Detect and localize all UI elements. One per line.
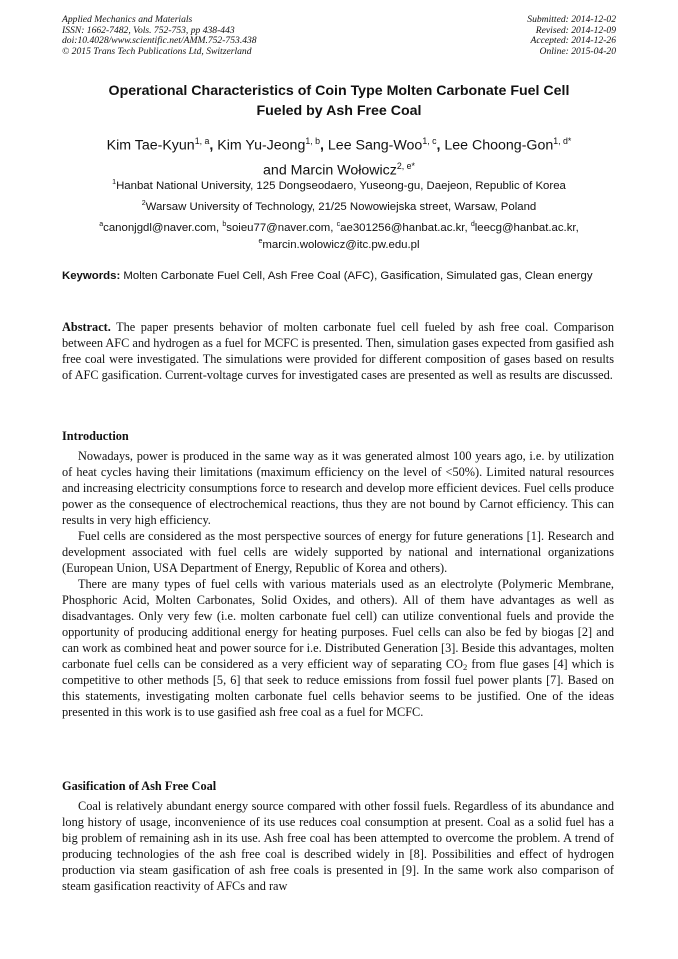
and-word: and	[263, 162, 287, 179]
intro-paragraph-1: Nowadays, power is produced in the same way as it was generated almost 100 years ago, i.e. by utilization of heat cycles having their limitations (maximum efficiency on the level of <50%). Limited natural resources and increasing electricity consumptions force to research and develop more efficient devices. Fuel cells produce power as the consequence of electrochemical reactions, thus they are not bound by Carnot efficiency. This can results in very high efficiency.	[62, 449, 614, 527]
copyright: © 2015 Trans Tech Publications Ltd, Switzerland	[62, 45, 252, 57]
author-list	[62, 131, 616, 180]
introduction-section	[62, 428, 614, 720]
introduction-heading: Introduction	[62, 429, 129, 443]
doi: doi:10.4028/www.scientific.net/AMM.752-753.438	[62, 35, 257, 47]
issn: ISSN: 1662-7482, Vols. 752-753, pp 438-443	[62, 24, 235, 36]
dates-info	[527, 15, 616, 57]
affiliation-mark: 1	[112, 179, 117, 186]
email-mark: d	[470, 221, 475, 228]
subscript-2: 2	[462, 662, 468, 673]
email-line-1	[62, 218, 616, 235]
author-affil-mark: 1, b	[305, 136, 321, 146]
author-name: Kim Tae-Kyun	[106, 137, 195, 154]
author-affil-mark: 1, c	[422, 136, 437, 146]
author-emails	[62, 218, 616, 252]
author-line-1: Kim Tae-Kyun$^{1, a}$, Kim Yu-Jeong$^{1, b}$, Lee Sang-Woo$^{1, c}$, Lee Choong-Gon$^{1, d*}$	[106, 136, 572, 154]
gasification-heading: Gasification of Ash Free Coal	[62, 779, 217, 793]
author-name: Marcin Wołowicz	[290, 162, 397, 179]
journal-info	[62, 15, 257, 57]
email-link[interactable]: canonjgdl@naver.com,	[103, 221, 220, 234]
revised-date: Revised: 2014-12-09	[535, 24, 616, 36]
author-name: Lee Sang-Woo	[327, 137, 423, 154]
online-date: Online: 2015-04-20	[539, 45, 616, 57]
gasification-paragraph-1: Coal is relatively abundant energy source compared with other fossil fuels. Regardless of its abundance and long history of usage, inconvenience of its use reduces coal consumption at present. Coal as a solid fuel has a big problem of remaining ash in its use. Ash free coal has been attempted to overcome the problem. A trend of producing technologies of the ash free coal is described widely in [8]. Possibilities and effect of hydrogen production via steam gasification of ash free coals is presented in [9]. In the same work also comparison of steam gasification reactivity of AFCs and raw	[62, 799, 614, 893]
affiliation-1	[62, 176, 616, 193]
abstract-paragraph	[62, 319, 614, 383]
author-affil-mark: 1, d*	[553, 136, 572, 146]
affiliation-2	[62, 197, 616, 214]
affiliation-mark: 2	[141, 200, 146, 207]
author-affil-mark: 2, e*	[396, 160, 415, 171]
author-name: Kim Yu-Jeong	[217, 137, 306, 154]
journal-name: Applied Mechanics and Materials	[62, 14, 193, 25]
intro-paragraph-2: Fuel cells are considered as the most perspective sources of energy for future generations [1]. Research and development associated with fuel cells are widely supported by national and international organizations (European Union, USA Department of Energy, Republic of Korea and others).	[62, 529, 614, 575]
paper-title	[62, 81, 616, 121]
abstract-label: Abstract.	[62, 320, 111, 334]
keywords-text: Molten Carbonate Fuel Cell, Ash Free Coal (AFC), Gasification, Simulated gas, Clean energy	[123, 270, 593, 282]
intro-paragraph-3: There are many types of fuel cells with various materials used as an electrolyte (Polymeric Membrane, Phosphoric Acid, Molten Carbonates, Solid Oxides, and others). All of them have advantages as well as disadvantages. Only very few (i.e. molten carbonate fuel cell) can utilize conventional fuels and provide the opportunity of producing additional energy for heating purposes. Fuel cells can also be fed by biogas [2] and can work as combined heat and power source for i.e. Distributed Generation [3]. Beside this advantages, molten carbonate fuel cells can be considered as a very efficient way of separating $CO_2$ from flue gases [4] which is competitive to other methods [5, 6] that seek to reduce emissions from fossil fuel power plants [7]. Based on this statements, investigating molten carbonate fuel cells behavior seems to be justified. One of the ideas presented in this work is to use gasified ash free coal as a fuel for MCFC.	[62, 577, 614, 719]
email-line-2	[62, 235, 616, 252]
affiliation-text: Hanbat National University, 125 Dongseodaero, Yuseong-gu, Daejeon, Republic of Korea	[116, 179, 566, 192]
title-line-1: Operational Characteristics of Coin Type Molten Carbonate Fuel Cell	[108, 83, 570, 99]
abstract-block	[62, 319, 614, 383]
affiliation-text: Warsaw University of Technology, 21/25 Nowowiejska street, Warsaw, Poland	[145, 200, 537, 213]
email-mark: c	[336, 221, 341, 228]
title-line-2: Fueled by Ash Free Coal	[256, 103, 422, 119]
accepted-date: Accepted: 2014-12-26	[530, 35, 616, 47]
email-mark: e	[258, 237, 263, 245]
author-affil-mark: 1, a	[194, 136, 210, 146]
submitted-date: Submitted: 2014-12-02	[527, 14, 616, 25]
author-name: Lee Choong-Gon	[444, 137, 554, 154]
email-link[interactable]: ae301256@hanbat.ac.kr,	[340, 221, 468, 234]
email-link[interactable]: marcin.wolowicz@itc.pw.edu.pl	[262, 238, 420, 251]
keywords-label: Keywords:	[62, 270, 121, 282]
email-link[interactable]: soieu77@naver.com,	[226, 221, 334, 234]
email-link[interactable]: leecg@hanbat.ac.kr,	[474, 221, 579, 234]
email-mark: a	[99, 221, 104, 228]
abstract-text: The paper presents behavior of molten carbonate fuel cell fueled by ash free coal. Comparison between AFC and hydrogen as a fuel for MCFC is presented. Then, simulation gases expected from gasified ash free coal were investigated. The simulations were provided for different composition of gases based on results of AFC gasification. Current-voltage curves for investigated cases are presented as well as results are discussed.	[62, 320, 614, 382]
email-mark: b	[222, 221, 227, 228]
gasification-section	[62, 778, 614, 894]
keywords-block	[62, 269, 616, 284]
